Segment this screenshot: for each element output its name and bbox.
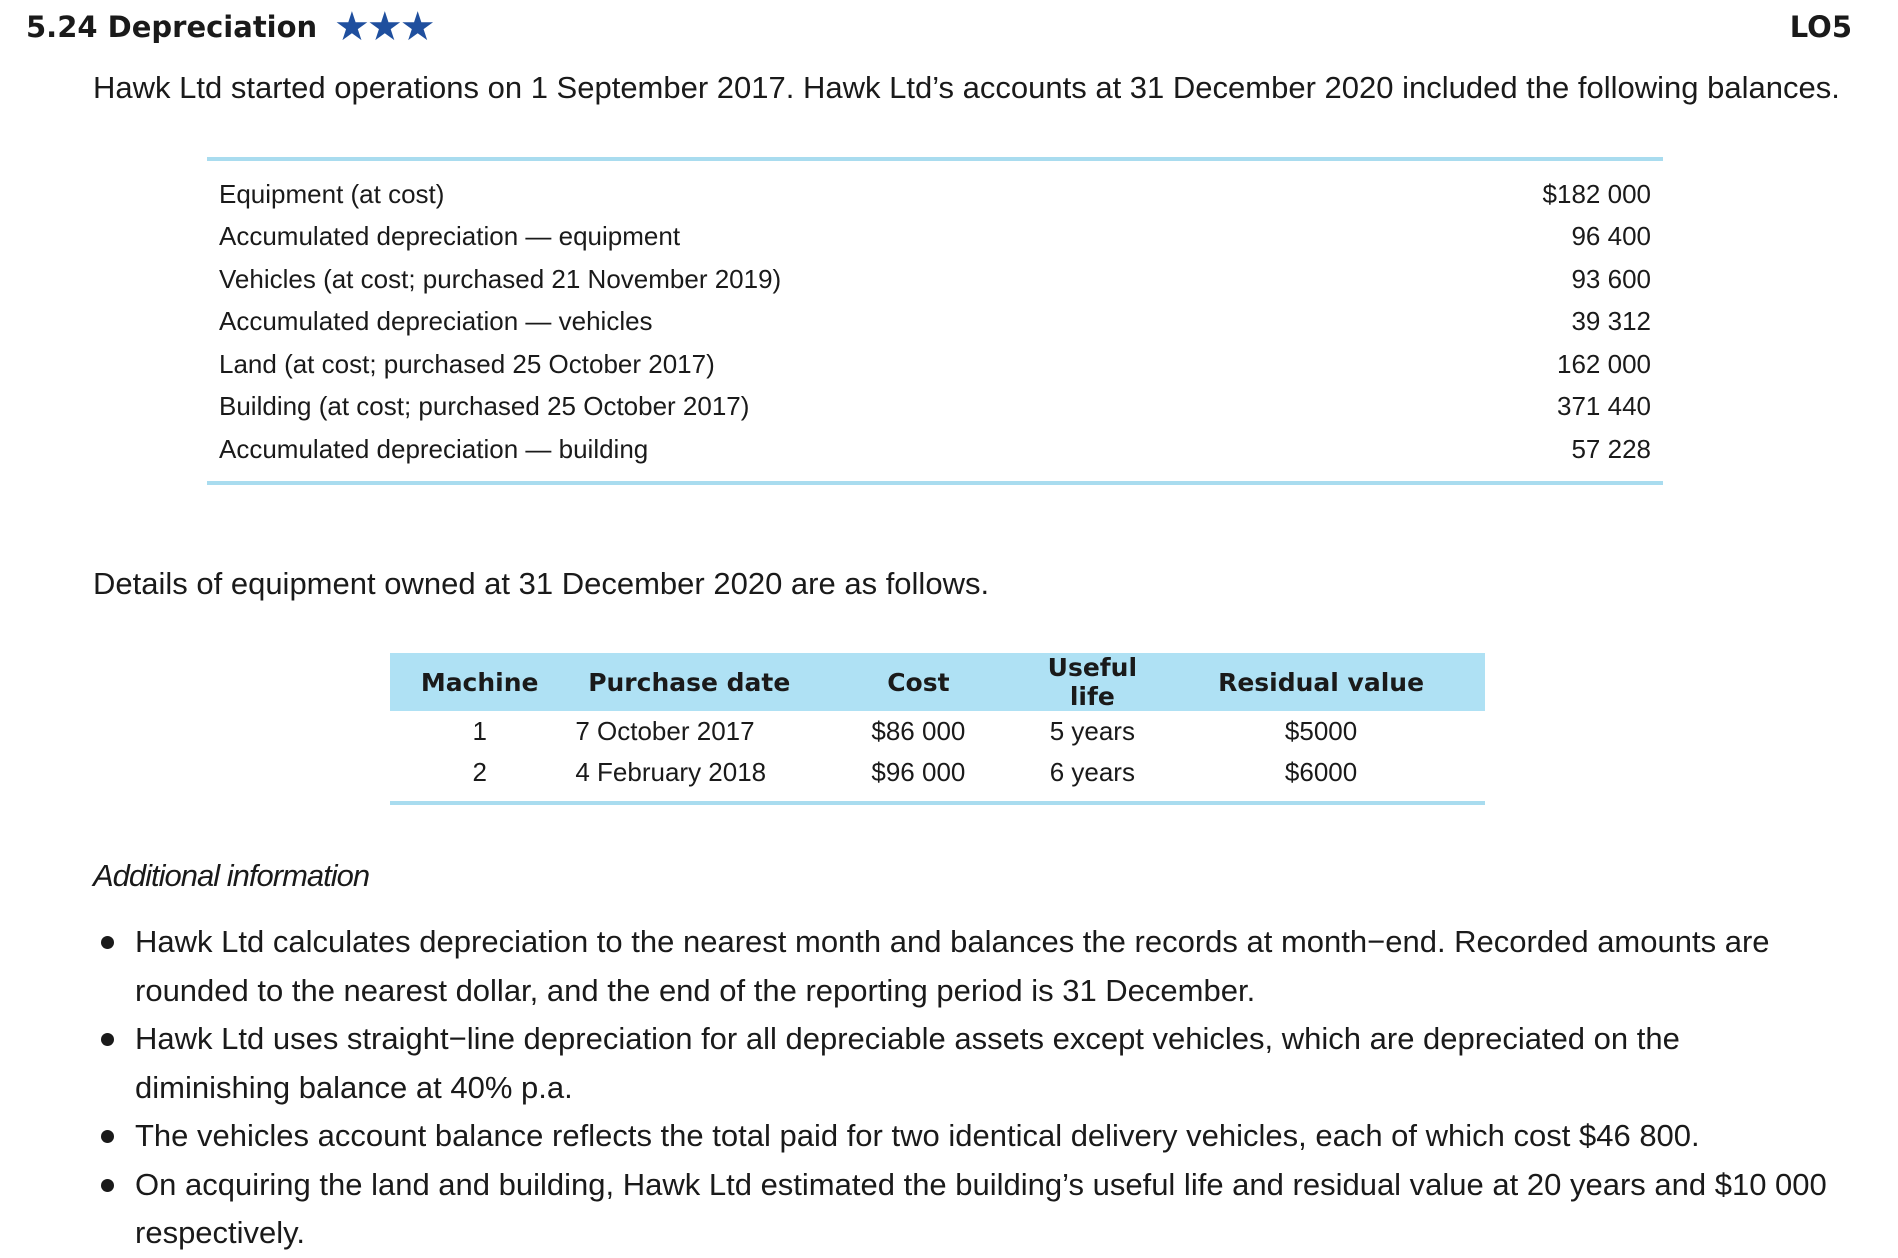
cell-machine: 1: [472, 716, 487, 746]
balance-row: [207, 173, 1663, 216]
list-item-text: On acquiring the land and building, Hawk Ltd estimated the building’s useful life and residual value at 20 years and $10 000 respectively.: [135, 1166, 1827, 1250]
balance-amount: 39 312: [1571, 306, 1651, 337]
balance-row: [207, 301, 1663, 344]
balance-row: [207, 258, 1663, 301]
balance-amount: 371 440: [1557, 391, 1651, 422]
balance-label: Equipment (at cost): [219, 178, 445, 209]
column-header-cost: Cost: [809, 653, 1027, 711]
bullet-icon: [101, 1130, 114, 1143]
bullet-icon: [101, 936, 114, 949]
cell-useful-life: 5 years: [1049, 716, 1135, 746]
cell-residual-value: $5000: [1284, 716, 1358, 746]
balance-amount: 93 600: [1571, 263, 1651, 294]
details-paragraph: Details of equipment owned at 31 December 2020 are as follows.: [93, 566, 990, 601]
list-item-text: Hawk Ltd calculates depreciation to the nearest month and balances the records at month−end. Recorded amounts are rounded to the nearest dollar, and the end of the reporting period is 31 December.: [135, 924, 1770, 1008]
balance-label: Vehicles (at cost; purchased 21 November 2019): [219, 263, 782, 294]
cell-machine: 2: [472, 757, 487, 787]
list-item: [93, 1112, 1833, 1161]
balances-table: [207, 157, 1663, 485]
balance-label: Land (at cost; purchased 25 October 2017): [219, 348, 715, 379]
table-row: [390, 711, 1485, 752]
cell-useful-life: 6 years: [1049, 757, 1135, 787]
equipment-header-row: [390, 653, 1485, 711]
balance-label: Building (at cost; purchased 25 October 2017): [219, 391, 750, 422]
cell-purchase-date: 7 October 2017: [575, 716, 755, 746]
cell-purchase-date: 4 February 2018: [575, 757, 767, 787]
column-header-machine: Machine: [390, 653, 569, 711]
list-item: [93, 1161, 1833, 1258]
column-header-purchase-date: Purchase date: [569, 653, 809, 711]
cell-cost: $86 000: [871, 716, 966, 746]
table-row: [390, 752, 1485, 803]
balance-row: [207, 343, 1663, 386]
additional-information-heading: Additional information: [93, 858, 370, 893]
additional-information-list: [93, 918, 1833, 1258]
balance-row: [207, 428, 1663, 471]
list-item-text: Hawk Ltd uses straight−line depreciation for all depreciable assets except vehicles, which are depreciated on the diminishing balance at 40% p.a.: [135, 1021, 1680, 1105]
balance-label: Accumulated depreciation — equipment: [219, 221, 681, 252]
bullet-icon: [101, 1033, 114, 1046]
list-item: [93, 1015, 1833, 1112]
balance-amount: 96 400: [1571, 221, 1651, 252]
column-header-residual-value: Residual value: [1157, 653, 1485, 711]
balance-label: Accumulated depreciation — vehicles: [219, 306, 653, 337]
bullet-icon: [101, 1179, 114, 1192]
balance-row: [207, 386, 1663, 429]
cell-residual-value: $6000: [1284, 757, 1358, 787]
column-header-useful-life: Useful life: [1028, 653, 1158, 711]
balance-amount: 57 228: [1571, 433, 1651, 464]
exercise-header: [26, 4, 1852, 50]
intro-paragraph: Hawk Ltd started operations on 1 September 2017. Hawk Ltd’s accounts at 31 December 2020 included the following balances.: [93, 70, 1840, 105]
exercise-title: 5.24 Depreciation: [26, 10, 318, 44]
equipment-table: [390, 653, 1485, 805]
balance-amount: 162 000: [1557, 348, 1651, 379]
learning-objective-label: LO5: [1789, 10, 1852, 44]
balance-label: Accumulated depreciation — building: [219, 433, 649, 464]
balance-row: [207, 216, 1663, 259]
cell-cost: $96 000: [871, 757, 966, 787]
list-item: [93, 918, 1833, 1015]
list-item-text: The vehicles account balance reflects the total paid for two identical delivery vehicles, each of which cost $46 800.: [135, 1118, 1700, 1153]
difficulty-stars-icon: ★★★: [334, 5, 433, 49]
balance-amount: $182 000: [1542, 178, 1651, 209]
